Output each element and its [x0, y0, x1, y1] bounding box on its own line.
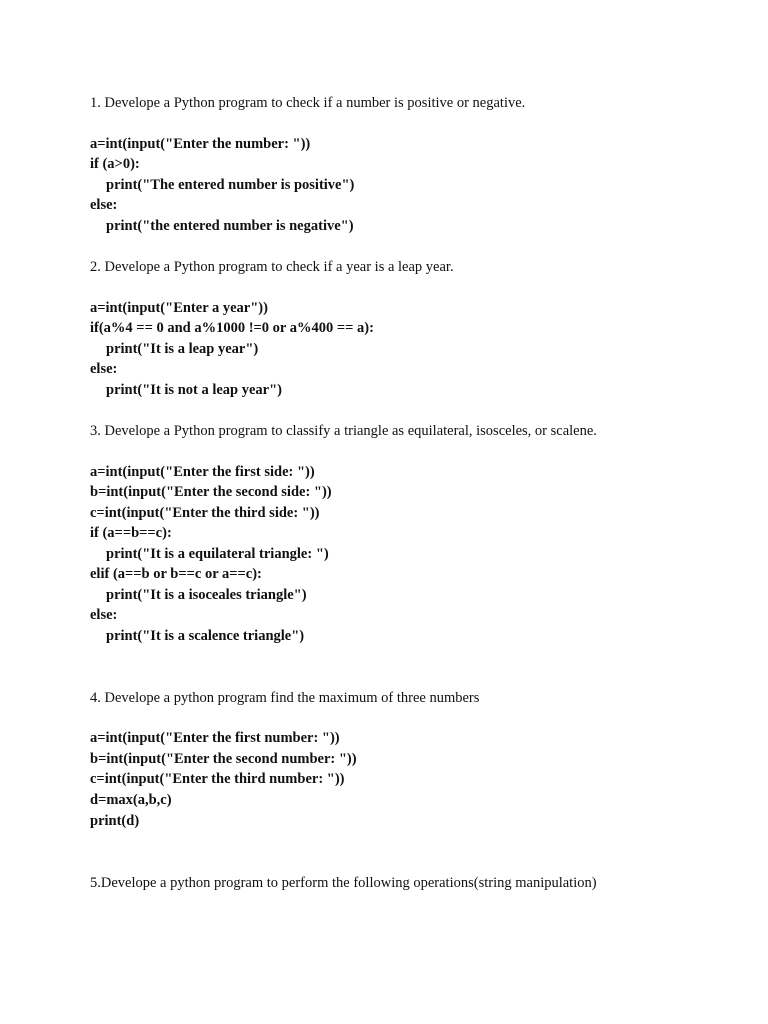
- section-3-code-line-8: else:: [90, 607, 118, 623]
- section-3-code-line-5: print("It is a equilateral triangle: "): [106, 546, 329, 562]
- section-4-code-line-2: b=int(input("Enter the second number: ")): [90, 751, 357, 767]
- section-3-code-line-6: elif (a==b or b==c or a==c):: [90, 566, 262, 582]
- section-1-code-line-5: print("the entered number is negative"): [106, 218, 354, 234]
- section-3-code-line-7: print("It is a isoceales triangle"): [106, 587, 307, 603]
- section-4-code-line-4: d=max(a,b,c): [90, 792, 172, 808]
- section-1-code-line-3: print("The entered number is positive"): [106, 177, 355, 193]
- section-2-code-line-1: a=int(input("Enter a year")): [90, 300, 268, 316]
- section-3-code-line-1: a=int(input("Enter the first side: ")): [90, 464, 315, 480]
- section-3-code-line-2: b=int(input("Enter the second side: ")): [90, 484, 332, 500]
- section-1-code-line-1: a=int(input("Enter the number: ")): [90, 136, 311, 152]
- section-4-heading: 4. Develope a python program find the maximum of three numbers: [90, 690, 480, 706]
- section-3-code-line-9: print("It is a scalence triangle"): [106, 628, 305, 644]
- section-2-heading: 2. Develope a Python program to check if a year is a leap year.: [90, 259, 454, 275]
- section-1-code-line-4: else:: [90, 197, 118, 213]
- section-5-heading: 5.Develope a python program to perform the following operations(string manipulation): [90, 875, 597, 891]
- section-3-code-line-3: c=int(input("Enter the third side: ")): [90, 505, 320, 521]
- section-2-code-line-2: if(a%4 == 0 and a%1000 !=0 or a%400 == a):: [90, 320, 374, 336]
- section-1-heading: 1. Develope a Python program to check if a number is positive or negative.: [90, 95, 526, 111]
- section-4-code-line-3: c=int(input("Enter the third number: ")): [90, 771, 345, 787]
- section-3-heading: 3. Develope a Python program to classify a triangle as equilateral, isosceles, or scalene.: [90, 423, 597, 439]
- section-2-code-line-5: print("It is not a leap year"): [106, 382, 282, 398]
- section-1-code-line-2: if (a>0):: [90, 156, 140, 172]
- section-4-code-line-1: a=int(input("Enter the first number: ")): [90, 730, 340, 746]
- section-2-code-line-4: else:: [90, 361, 118, 377]
- section-2-code-line-3: print("It is a leap year"): [106, 341, 259, 357]
- section-3-code-line-4: if (a==b==c):: [90, 525, 172, 541]
- section-4-code-line-5: print(d): [90, 813, 140, 829]
